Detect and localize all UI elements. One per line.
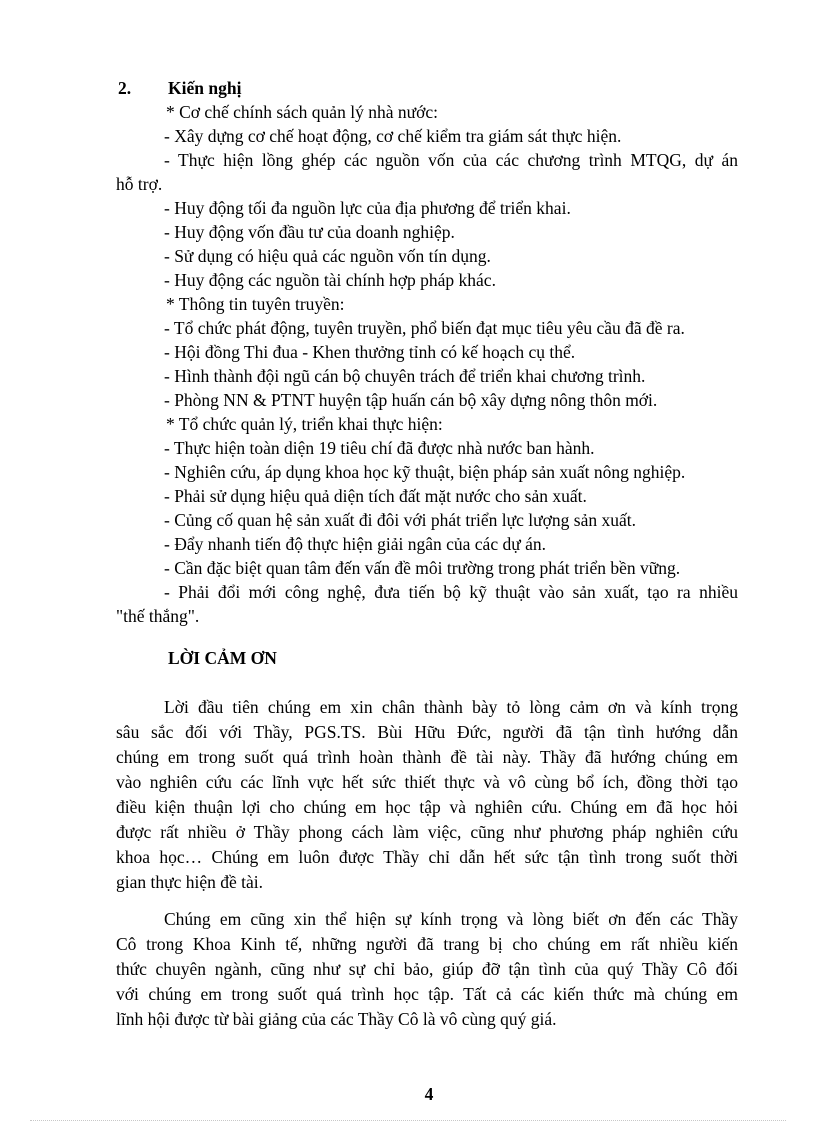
paragraph-line: vào nghiên cứu các lĩnh vực hết sức thiết thực và vô cùng bổ ích, đồng thời tạo bbox=[116, 772, 738, 792]
paragraph-line: Cô trong Khoa Kinh tế, những người đã trang bị cho chúng em rất nhiều kiến bbox=[116, 934, 738, 954]
subheading-management: * Tổ chức quản lý, triển khai thực hiện: bbox=[166, 414, 443, 434]
list-item: - Hình thành đội ngũ cán bộ chuyên trách để triển khai chương trình. bbox=[164, 366, 646, 386]
paragraph-line: khoa học… Chúng em luôn được Thầy chỉ dẫn hết sức tận tình trong suốt thời bbox=[116, 847, 738, 867]
subheading-communication: * Thông tin tuyên truyền: bbox=[166, 294, 345, 314]
list-item: - Cần đặc biệt quan tâm đến vấn đề môi trường trong phát triển bền vững. bbox=[164, 558, 681, 578]
paragraph-line: điều kiện thuận lợi cho chúng em học tập và nghiên cứu. Chúng em đã học hỏi bbox=[116, 797, 738, 817]
list-item: - Huy động tối đa nguồn lực của địa phương để triển khai. bbox=[164, 198, 571, 218]
paragraph-line: thức chuyên ngành, cũng như sự chỉ bảo, giúp đỡ tận tình của quý Thầy Cô đối bbox=[116, 959, 738, 979]
page-number: 4 bbox=[424, 1084, 434, 1104]
list-item: - Huy động các nguồn tài chính hợp pháp khác. bbox=[164, 270, 496, 290]
paragraph-line: chúng em trong suốt quá trình hoàn thành đề tài này. Thầy đã hướng chúng em bbox=[116, 747, 738, 767]
paragraph-line: Chúng em cũng xin thể hiện sự kính trọng và lòng biết ơn đến các Thầy bbox=[164, 909, 738, 929]
list-item-continuation: "thế thắng". bbox=[116, 606, 200, 626]
paragraph-line: Lời đầu tiên chúng em xin chân thành bày tỏ lòng cảm ơn và kính trọng bbox=[164, 697, 738, 717]
page-bottom-divider bbox=[30, 1120, 786, 1121]
list-item: - Sử dụng có hiệu quả các nguồn vốn tín dụng. bbox=[164, 246, 491, 266]
list-item: - Nghiên cứu, áp dụng khoa học kỹ thuật, biện pháp sản xuất nông nghiệp. bbox=[164, 462, 686, 482]
paragraph-line: với chúng em trong suốt quá trình học tập. Tất cả các kiến thức mà chúng em bbox=[116, 984, 738, 1004]
list-item: - Phòng NN & PTNT huyện tập huấn cán bộ xây dựng nông thôn mới. bbox=[164, 390, 658, 410]
paragraph-line: lĩnh hội được từ bài giảng của các Thầy Cô là vô cùng quý giá. bbox=[116, 1009, 557, 1029]
paragraph-line: được rất nhiều ở Thầy phong cách làm việc, cũng như phương pháp nghiên cứu bbox=[116, 822, 738, 842]
list-item-continuation: hỗ trợ. bbox=[116, 174, 163, 194]
list-item: - Xây dựng cơ chế hoạt động, cơ chế kiểm tra giám sát thực hiện. bbox=[164, 126, 622, 146]
list-item: - Thực hiện lồng ghép các nguồn vốn của các chương trình MTQG, dự án bbox=[164, 150, 738, 170]
list-item: - Củng cố quan hệ sản xuất đi đôi với phát triển lực lượng sản xuất. bbox=[164, 510, 636, 530]
list-item: - Đẩy nhanh tiến độ thực hiện giải ngân của các dự án. bbox=[164, 534, 546, 554]
section-title: Kiến nghị bbox=[168, 78, 242, 98]
section-number: 2. bbox=[118, 78, 132, 98]
subheading-policy: * Cơ chế chính sách quản lý nhà nước: bbox=[166, 102, 438, 122]
list-item: - Tổ chức phát động, tuyên truyền, phổ biến đạt mục tiêu yêu cầu đã đề ra. bbox=[164, 318, 685, 338]
paragraph-line: sâu sắc đối với Thầy, PGS.TS. Bùi Hữu Đức, người đã tận tình hướng dẫn bbox=[116, 722, 738, 742]
list-item: - Hội đồng Thi đua - Khen thưởng tỉnh có kế hoạch cụ thể. bbox=[164, 342, 576, 362]
list-item: - Huy động vốn đầu tư của doanh nghiệp. bbox=[164, 222, 455, 242]
paragraph-line: gian thực hiện đề tài. bbox=[116, 872, 264, 892]
list-item: - Phải đổi mới công nghệ, đưa tiến bộ kỹ thuật vào sản xuất, tạo ra nhiều bbox=[164, 582, 738, 602]
acknowledgement-title: LỜI CẢM ƠN bbox=[168, 648, 277, 668]
list-item: - Thực hiện toàn diện 19 tiêu chí đã được nhà nước ban hành. bbox=[164, 438, 595, 458]
list-item: - Phải sử dụng hiệu quả diện tích đất mặt nước cho sản xuất. bbox=[164, 486, 587, 506]
